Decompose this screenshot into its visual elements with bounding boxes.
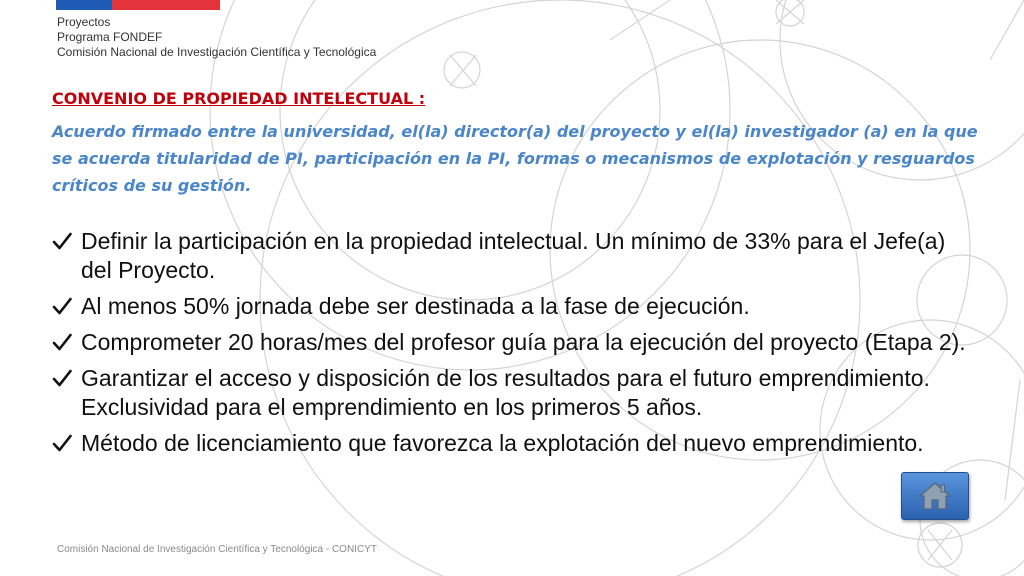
list-item <box>50 227 980 285</box>
flag-blue-segment <box>56 0 112 10</box>
bullet-text: Garantizar el acceso y disposición de los resultados para el futuro emprendimiento. Exclusividad para el emprendimiento en los primeros 5 años. <box>81 365 930 420</box>
check-icon <box>52 433 72 453</box>
bullet-text: Método de licenciamiento que favorezca la explotación del nuevo emprendimiento. <box>81 430 924 456</box>
bullet-text: Definir la participación en la propiedad intelectual. Un mínimo de 33% para el Jefe(a) del Proyecto. <box>81 228 946 283</box>
header-line-comision: Comisión Nacional de Investigación Científica y Tecnológica <box>57 45 377 59</box>
check-icon <box>52 296 72 316</box>
bullet-text: Comprometer 20 horas/mes del profesor guía para la ejecución del proyecto (Etapa 2). <box>81 329 966 355</box>
flag-stripe <box>56 0 220 10</box>
list-item <box>50 328 980 357</box>
header-line-programa: Programa FONDEF <box>57 30 163 44</box>
header-line-proyectos: Proyectos <box>57 15 111 29</box>
home-button[interactable] <box>901 472 969 520</box>
list-item <box>50 429 980 458</box>
slide-description: Acuerdo firmado entre la universidad, el(la) director(a) del proyecto y el(la) investigador (a) en la que se acuerda titularidad de PI, participación en la PI, formas o mecanismos de explotación y resguardos críticos de su gestión. <box>52 122 978 195</box>
home-icon <box>917 480 953 512</box>
flag-red-segment <box>112 0 220 10</box>
check-icon <box>52 368 72 388</box>
header-block <box>57 15 376 60</box>
bullet-list <box>50 227 980 465</box>
slide-title: CONVENIO DE PROPIEDAD INTELECTUAL : <box>52 89 426 108</box>
check-icon <box>52 332 72 352</box>
list-item <box>50 292 980 321</box>
footer-text: Comisión Nacional de Investigación Científica y Tecnológica - CONICYT <box>57 544 377 555</box>
check-icon <box>52 231 72 251</box>
bullet-text: Al menos 50% jornada debe ser destinada a la fase de ejecución. <box>81 293 750 319</box>
list-item <box>50 364 980 422</box>
